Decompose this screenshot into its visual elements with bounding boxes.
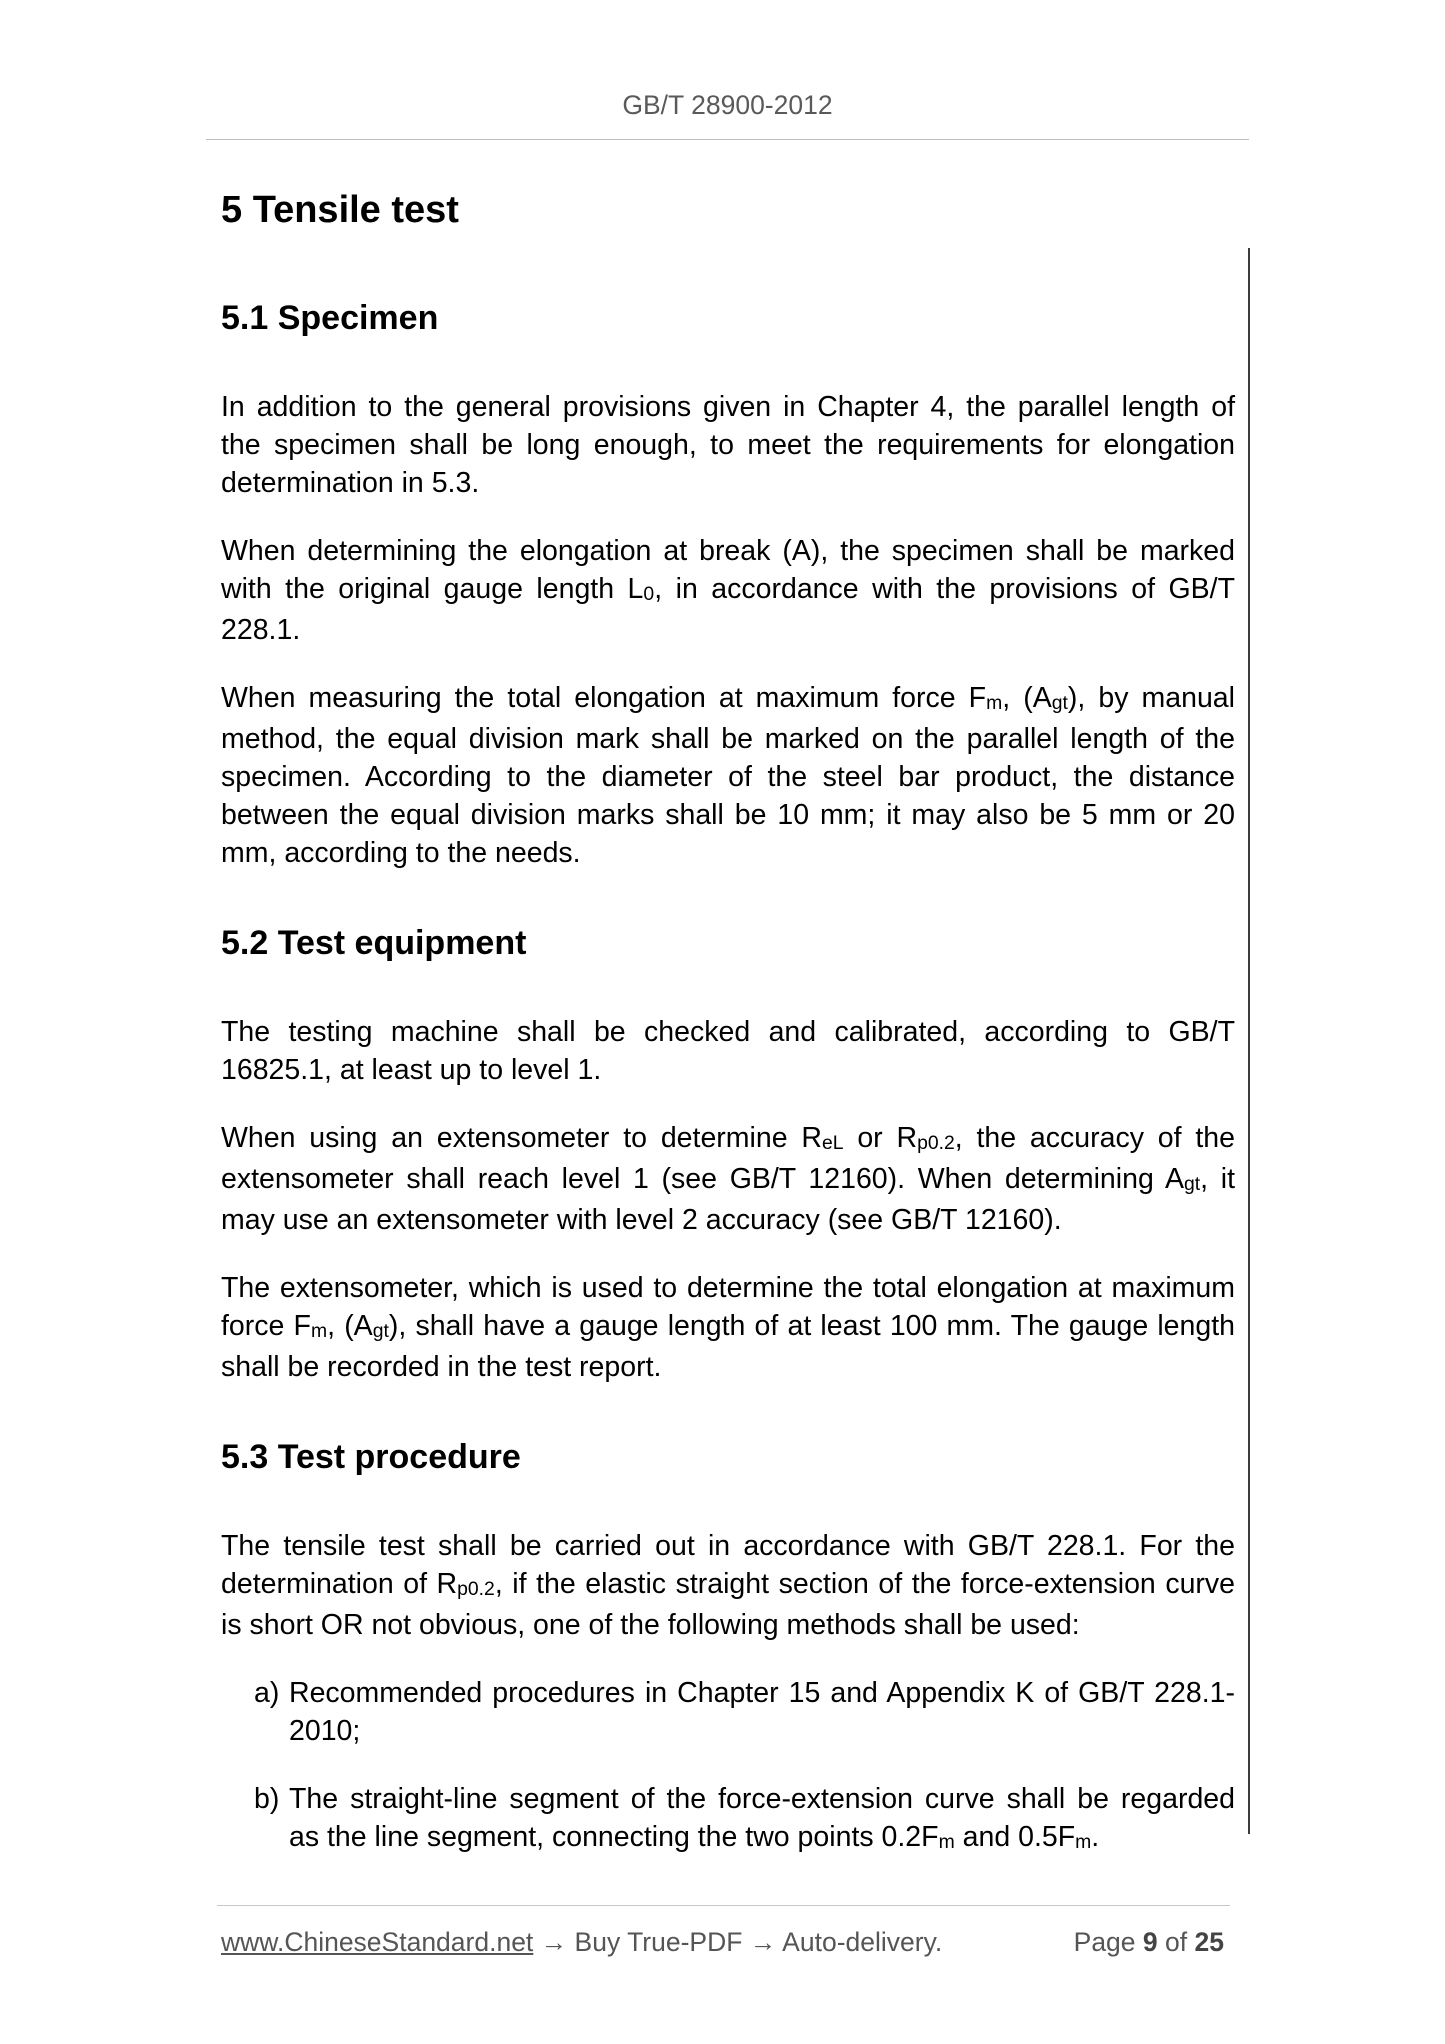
paragraph: [221, 1527, 1235, 1644]
revision-bar: [1248, 248, 1250, 1834]
subscript: gt: [1051, 691, 1068, 714]
text-run: Recommended procedures in Chapter 15 and Appendix K of GB/T 228.1-: [289, 1677, 1235, 1709]
text-line: [289, 1674, 1235, 1712]
paragraph: [221, 679, 1235, 872]
text-run: or R: [843, 1122, 918, 1154]
subscript: gt: [1183, 1172, 1201, 1195]
of-label: of: [1165, 1927, 1188, 1957]
page-label: Page: [1073, 1927, 1136, 1957]
text-line: [221, 426, 1235, 464]
text-line: [221, 1013, 1235, 1051]
text-run: , if the elastic straight section of the force-extension curve: [494, 1568, 1236, 1600]
running-header: [206, 89, 1249, 121]
text-line: [221, 388, 1235, 426]
document-id: GB/T 28900-2012: [622, 90, 833, 120]
text-run: The straight-line segment of the force-extension curve shall be regarded: [289, 1783, 1235, 1815]
text-line: [289, 1818, 1235, 1859]
chapter-title: 5 Tensile test: [221, 189, 459, 231]
footer-divider: [217, 1905, 1230, 1906]
section-title: 5.1 Specimen: [221, 299, 439, 337]
text-run: shall be recorded in the test report.: [221, 1351, 662, 1383]
text-run: force F: [221, 1310, 311, 1342]
text-run: is short OR not obvious, one of the following methods shall be used:: [221, 1609, 1080, 1641]
text-run: The tensile test shall be carried out in accordance with GB/T 228.1. For the: [221, 1530, 1235, 1562]
text-run: .: [1091, 1821, 1100, 1853]
text-run: between the equal division marks shall be 10 mm; it may also be 5 mm or 20: [221, 799, 1235, 831]
text-run: , (A: [327, 1310, 373, 1342]
text-line: [221, 1201, 1235, 1239]
current-page: 9: [1142, 1927, 1158, 1957]
text-run: extensometer shall reach level 1 (see GB/T 12160). When determining A: [221, 1163, 1184, 1195]
text-run: When using an extensometer to determine R: [221, 1122, 822, 1154]
list-marker: a): [254, 1677, 280, 1709]
paragraph: [221, 532, 1235, 649]
list-item-text: [289, 1674, 1235, 1750]
text-line: [221, 1160, 1235, 1201]
text-line: [221, 1119, 1235, 1160]
text-run: the specimen shall be long enough, to meet the requirements for elongation: [221, 429, 1235, 461]
text-run: 2010;: [289, 1715, 361, 1747]
paragraph: [221, 1013, 1235, 1089]
header-divider: [206, 139, 1249, 140]
paragraph: [221, 1269, 1235, 1386]
text-line: [221, 1565, 1235, 1606]
text-line: [221, 1527, 1235, 1565]
text-run: , (A: [1002, 682, 1052, 714]
subscript: eL: [821, 1131, 844, 1154]
text-run: and 0.5F: [954, 1821, 1076, 1853]
text-line: [221, 796, 1235, 834]
paragraph: [221, 1119, 1235, 1239]
text-line: [221, 570, 1235, 611]
subscript: m: [1075, 1830, 1092, 1853]
running-footer: [221, 1926, 1224, 1958]
text-run: 228.1.: [221, 614, 301, 646]
text-run: with the original gauge length L: [221, 573, 644, 605]
section-5-1: [221, 297, 1235, 872]
document-body: [221, 187, 1235, 1889]
list-item-text: [289, 1780, 1235, 1859]
section-title: 5.3 Test procedure: [221, 1438, 521, 1476]
page-number: [1074, 1926, 1224, 1958]
text-line: [221, 834, 1235, 872]
text-run: 16825.1, at least up to level 1.: [221, 1054, 602, 1086]
list-item: [221, 1780, 1235, 1859]
text-run: When determining the elongation at break (A), the specimen shall be marked: [221, 535, 1235, 567]
text-run: The extensometer, which is used to determine the total elongation at maximum: [221, 1272, 1235, 1304]
text-run: The testing machine shall be checked and calibrated, according to GB/T: [221, 1016, 1235, 1048]
text-line: [221, 758, 1235, 796]
text-line: [221, 532, 1235, 570]
subscript: 0: [643, 582, 655, 605]
list-marker: b): [254, 1783, 280, 1815]
promo-text: → Buy True-PDF → Auto-delivery.: [540, 1927, 943, 1957]
subscript: m: [938, 1830, 955, 1853]
text-line: [221, 611, 1235, 649]
subscript: m: [310, 1319, 328, 1342]
text-line: [221, 1606, 1235, 1644]
section-title: 5.2 Test equipment: [221, 924, 527, 962]
text-run: In addition to the general provisions given in Chapter 4, the parallel length of: [221, 391, 1235, 423]
text-run: determination of R: [221, 1568, 458, 1600]
text-line: [289, 1780, 1235, 1818]
text-line: [221, 679, 1235, 720]
text-run: ), shall have a gauge length of at least 100 mm. The gauge length: [388, 1310, 1235, 1342]
text-run: ), by manual: [1067, 682, 1235, 714]
text-line: [221, 720, 1235, 758]
text-run: mm, according to the needs.: [221, 837, 581, 869]
text-line: [221, 1348, 1235, 1386]
text-run: as the line segment, connecting the two points 0.2F: [289, 1821, 939, 1853]
subscript: p0.2: [457, 1577, 495, 1600]
text-run: determination in 5.3.: [221, 467, 480, 499]
text-run: , it: [1200, 1163, 1235, 1195]
website-link[interactable]: www.ChineseStandard.net: [221, 1927, 534, 1957]
subscript: gt: [372, 1319, 389, 1342]
subscript: p0.2: [917, 1131, 955, 1154]
text-line: [221, 1269, 1235, 1307]
text-line: [221, 464, 1235, 502]
total-pages: 25: [1194, 1927, 1224, 1957]
text-line: [221, 1051, 1235, 1089]
section-5-3: [221, 1436, 1235, 1859]
text-run: , the accuracy of the: [954, 1122, 1235, 1154]
list-item: [221, 1674, 1235, 1750]
text-line: [221, 1307, 1235, 1348]
text-run: may use an extensometer with level 2 accuracy (see GB/T 12160).: [221, 1204, 1062, 1236]
text-run: When measuring the total elongation at maximum force F: [221, 682, 987, 714]
paragraph: [221, 388, 1235, 502]
text-run: method, the equal division mark shall be marked on the parallel length of the: [221, 723, 1235, 755]
section-5-2: [221, 922, 1235, 1386]
text-line: [289, 1712, 1235, 1750]
subscript: m: [986, 691, 1003, 714]
text-run: , in accordance with the provisions of GB/T: [654, 573, 1235, 605]
text-run: specimen. According to the diameter of the steel bar product, the distance: [221, 761, 1235, 793]
